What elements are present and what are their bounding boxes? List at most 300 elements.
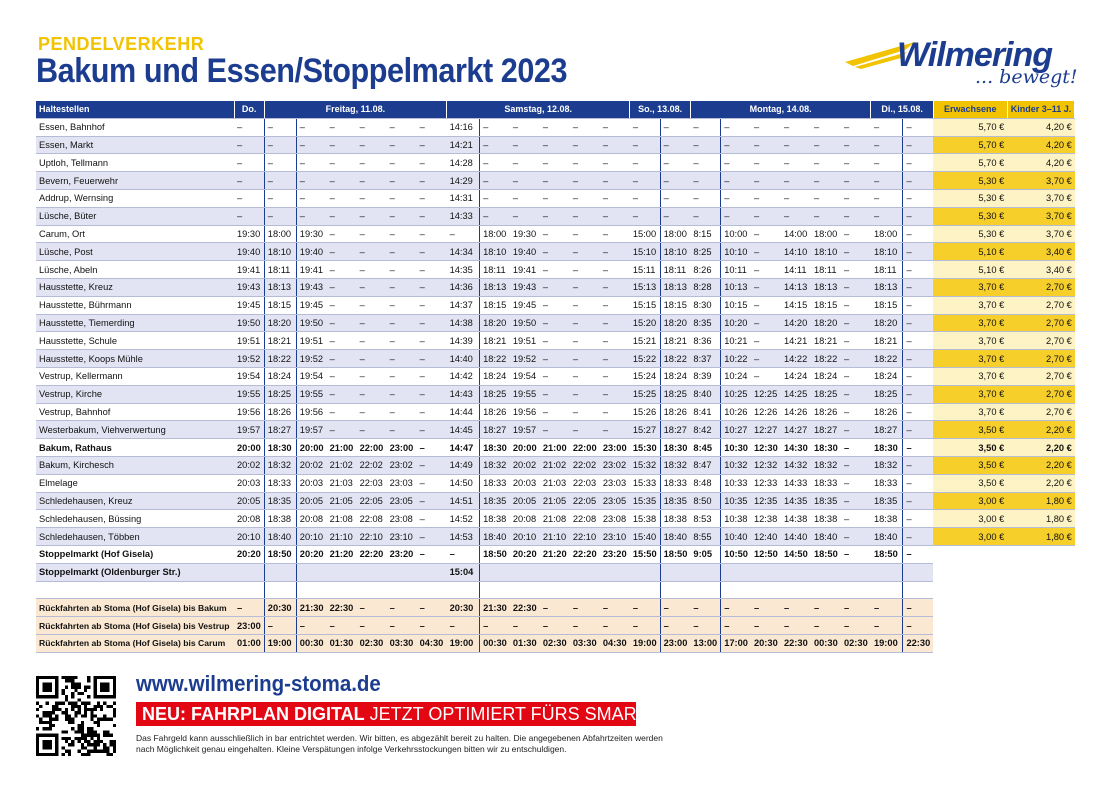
time-cell: 15:38 — [630, 510, 660, 528]
time-cell: 18:00 — [811, 225, 841, 243]
time-cell: – — [903, 599, 933, 617]
qr-module — [87, 753, 90, 756]
time-cell: – — [387, 599, 417, 617]
time-cell: – — [751, 314, 781, 332]
time-cell: 8:26 — [690, 261, 720, 279]
stop-name: Vestrup, Bahnhof — [36, 403, 234, 421]
time-cell: – — [296, 189, 326, 207]
time-cell: – — [903, 261, 933, 279]
qr-module — [78, 682, 81, 685]
time-cell: – — [781, 207, 811, 225]
time-cell: – — [417, 510, 447, 528]
qr-module — [106, 734, 109, 737]
time-cell: 14:37 — [447, 296, 480, 314]
time-cell: – — [871, 617, 903, 635]
time-cell: – — [387, 421, 417, 439]
time-cell: 18:40 — [480, 528, 510, 546]
time-cell: 21:08 — [540, 510, 570, 528]
time-cell: – — [387, 617, 417, 635]
qr-module — [97, 740, 100, 743]
time-cell: 10:26 — [721, 403, 751, 421]
time-cell: – — [751, 332, 781, 350]
qr-module — [68, 721, 71, 724]
time-cell: – — [357, 225, 387, 243]
child-fare: 3,70 € — [1007, 225, 1075, 243]
qr-module — [94, 708, 97, 711]
time-cell: 19:56 — [510, 403, 540, 421]
time-cell: 19:00 — [264, 634, 296, 652]
time-cell: 8:50 — [690, 492, 720, 510]
time-cell: – — [903, 296, 933, 314]
qr-module — [103, 746, 106, 749]
time-cell: – — [841, 225, 871, 243]
time-cell: 18:10 — [871, 243, 903, 261]
time-cell: 18:35 — [660, 492, 690, 510]
qr-module — [81, 743, 84, 746]
time-cell: 15:22 — [630, 350, 660, 368]
time-cell: 01:00 — [234, 634, 264, 652]
stop-name: Essen, Markt — [36, 136, 234, 154]
time-cell — [781, 563, 811, 581]
time-cell: – — [417, 278, 447, 296]
qr-module — [49, 721, 52, 724]
empty-fare-cell — [1007, 617, 1075, 635]
time-cell: 21:10 — [327, 528, 357, 546]
time-cell: 14:13 — [781, 278, 811, 296]
qr-module — [71, 682, 74, 685]
time-cell: – — [540, 189, 570, 207]
qr-module — [87, 750, 90, 753]
time-cell: – — [387, 243, 417, 261]
qr-module — [78, 686, 81, 689]
qr-module — [100, 705, 103, 708]
time-cell: – — [841, 599, 871, 617]
adult-fare: 3,00 € — [933, 528, 1007, 546]
time-cell: – — [327, 332, 357, 350]
time-cell: 19:45 — [234, 296, 264, 314]
time-cell: 21:05 — [540, 492, 570, 510]
qr-module — [52, 708, 55, 711]
time-cell: 12:33 — [751, 474, 781, 492]
time-cell: 21:00 — [540, 439, 570, 457]
time-cell: 14:42 — [447, 367, 480, 385]
time-cell: 21:30 — [296, 599, 326, 617]
time-cell: – — [903, 510, 933, 528]
time-cell: – — [841, 136, 871, 154]
time-cell: – — [387, 296, 417, 314]
time-cell: 18:35 — [871, 492, 903, 510]
time-cell: 14:10 — [781, 243, 811, 261]
time-cell: 15:21 — [630, 332, 660, 350]
spacer-cell — [690, 581, 720, 599]
time-cell: 14:40 — [447, 350, 480, 368]
time-cell: 18:25 — [264, 385, 296, 403]
time-cell: – — [660, 136, 690, 154]
adult-fare: 3,70 € — [933, 296, 1007, 314]
qr-module — [103, 718, 106, 721]
qr-module — [78, 708, 81, 711]
time-cell: 14:40 — [781, 528, 811, 546]
time-cell: – — [417, 439, 447, 457]
time-cell: – — [417, 136, 447, 154]
qr-module — [65, 679, 68, 682]
qr-module — [84, 737, 87, 740]
time-cell: – — [357, 332, 387, 350]
qr-module — [46, 727, 49, 730]
stop-name: Uptloh, Tellmann — [36, 154, 234, 172]
time-cell: – — [903, 225, 933, 243]
time-cell: – — [841, 421, 871, 439]
time-cell: 18:38 — [871, 510, 903, 528]
qr-module — [62, 730, 65, 733]
time-cell: 22:10 — [357, 528, 387, 546]
qr-module — [81, 721, 84, 724]
time-cell: – — [570, 225, 600, 243]
stop-row — [36, 563, 1075, 581]
time-cell: 14:11 — [781, 261, 811, 279]
qr-module — [71, 718, 74, 721]
qr-module — [68, 679, 71, 682]
stop-row — [36, 118, 1075, 136]
time-cell: 18:25 — [660, 385, 690, 403]
time-cell: – — [357, 314, 387, 332]
qr-module — [97, 737, 100, 740]
time-cell: 20:20 — [234, 545, 264, 563]
time-cell: 12:50 — [751, 545, 781, 563]
time-cell: – — [841, 474, 871, 492]
time-cell: – — [480, 136, 510, 154]
time-cell: – — [690, 189, 720, 207]
time-cell: – — [600, 189, 630, 207]
time-cell: – — [781, 136, 811, 154]
time-cell: 18:00 — [871, 225, 903, 243]
time-cell: 20:05 — [296, 492, 326, 510]
qr-module — [78, 692, 81, 695]
time-cell: – — [327, 385, 357, 403]
time-cell: 02:30 — [540, 634, 570, 652]
stop-name: Schledehausen, Többen — [36, 528, 234, 546]
qr-module — [106, 750, 109, 753]
qr-module — [94, 740, 97, 743]
time-cell: – — [721, 189, 751, 207]
adult-fare: 5,70 € — [933, 136, 1007, 154]
qr-module — [46, 721, 49, 724]
qr-module — [62, 711, 65, 714]
time-cell: 18:50 — [480, 545, 510, 563]
time-cell: – — [327, 350, 357, 368]
time-cell: – — [540, 278, 570, 296]
time-cell: 12:26 — [751, 403, 781, 421]
qr-module — [90, 714, 93, 717]
time-cell: – — [841, 296, 871, 314]
time-cell: 10:13 — [721, 278, 751, 296]
time-cell: 18:40 — [811, 528, 841, 546]
time-cell: – — [480, 154, 510, 172]
qr-module — [103, 702, 106, 705]
spacer-cell — [721, 581, 751, 599]
qr-module — [52, 705, 55, 708]
time-cell: – — [841, 492, 871, 510]
time-cell: – — [447, 225, 480, 243]
time-cell: 18:38 — [811, 510, 841, 528]
adult-fare: 3,70 € — [933, 367, 1007, 385]
time-cell: 14:39 — [447, 332, 480, 350]
qr-module — [97, 750, 100, 753]
time-cell: 19:54 — [234, 367, 264, 385]
return-row — [36, 634, 1075, 652]
time-cell: 18:15 — [660, 296, 690, 314]
time-cell: – — [570, 367, 600, 385]
time-cell: 18:22 — [480, 350, 510, 368]
adult-fare: 3,70 € — [933, 314, 1007, 332]
time-cell: 8:53 — [690, 510, 720, 528]
time-cell: 12:25 — [751, 385, 781, 403]
time-cell: 19:43 — [510, 278, 540, 296]
stop-row — [36, 492, 1075, 510]
qr-module — [113, 743, 116, 746]
time-cell: 23:00 — [660, 634, 690, 652]
spacer-cell — [447, 581, 480, 599]
qr-module — [84, 714, 87, 717]
time-cell: 18:22 — [264, 350, 296, 368]
time-cell: 18:38 — [480, 510, 510, 528]
time-cell: – — [811, 172, 841, 190]
time-cell: 22:02 — [570, 456, 600, 474]
time-cell: – — [570, 118, 600, 136]
time-cell: – — [751, 261, 781, 279]
time-cell: – — [841, 243, 871, 261]
time-cell: 18:30 — [871, 439, 903, 457]
time-cell: – — [296, 154, 326, 172]
time-cell: 10:15 — [721, 296, 751, 314]
time-cell: 15:00 — [630, 225, 660, 243]
time-cell: – — [903, 118, 933, 136]
time-cell: 21:30 — [480, 599, 510, 617]
time-cell: – — [417, 225, 447, 243]
time-cell: – — [690, 599, 720, 617]
time-cell: 22:20 — [570, 545, 600, 563]
time-cell: – — [570, 350, 600, 368]
qr-module — [55, 708, 58, 711]
time-cell: – — [570, 403, 600, 421]
time-cell: 12:38 — [751, 510, 781, 528]
child-fare: 2,20 € — [1007, 439, 1075, 457]
time-cell: – — [690, 617, 720, 635]
time-cell — [357, 563, 387, 581]
qr-module — [113, 740, 116, 743]
child-fare: 2,70 € — [1007, 314, 1075, 332]
time-cell: – — [264, 118, 296, 136]
time-cell: 18:10 — [480, 243, 510, 261]
time-cell: – — [570, 136, 600, 154]
qr-module — [58, 708, 61, 711]
time-cell: 22:20 — [357, 545, 387, 563]
spacer-cell — [660, 581, 690, 599]
qr-module — [81, 702, 84, 705]
time-cell — [540, 563, 570, 581]
time-cell: 20:00 — [234, 439, 264, 457]
time-cell: – — [600, 350, 630, 368]
qr-module — [94, 743, 97, 746]
time-cell: – — [387, 172, 417, 190]
time-cell: 18:00 — [264, 225, 296, 243]
time-cell: 18:35 — [480, 492, 510, 510]
time-cell: – — [417, 332, 447, 350]
time-cell: 18:20 — [871, 314, 903, 332]
time-cell: 18:10 — [660, 243, 690, 261]
time-cell: 03:30 — [387, 634, 417, 652]
time-cell: 18:35 — [264, 492, 296, 510]
stop-row — [36, 350, 1075, 368]
time-cell: 18:30 — [264, 439, 296, 457]
time-cell: 18:21 — [660, 332, 690, 350]
qr-module — [84, 734, 87, 737]
time-cell: – — [751, 617, 781, 635]
time-cell: 15:11 — [630, 261, 660, 279]
time-cell: – — [903, 456, 933, 474]
stop-row — [36, 332, 1075, 350]
qr-module — [62, 753, 65, 756]
qr-module — [84, 702, 87, 705]
qr-module — [97, 724, 100, 727]
time-cell: – — [234, 599, 264, 617]
website-link[interactable]: www.wilmering-stoma.de — [136, 671, 381, 696]
qr-module — [78, 727, 81, 730]
time-cell: – — [781, 599, 811, 617]
qr-code[interactable] — [36, 676, 116, 756]
time-cell: 10:35 — [721, 492, 751, 510]
time-cell: – — [630, 136, 660, 154]
time-cell: 21:20 — [540, 545, 570, 563]
time-cell: – — [540, 314, 570, 332]
qr-module — [100, 740, 103, 743]
time-cell: – — [417, 118, 447, 136]
time-cell: 18:50 — [660, 545, 690, 563]
adult-fare: 3,50 € — [933, 439, 1007, 457]
qr-module — [90, 727, 93, 730]
time-cell: – — [600, 617, 630, 635]
time-cell: 15:32 — [630, 456, 660, 474]
time-cell: 18:26 — [660, 403, 690, 421]
time-cell: – — [234, 207, 264, 225]
time-cell: 18:35 — [811, 492, 841, 510]
time-cell: – — [751, 225, 781, 243]
spacer-cell — [903, 581, 933, 599]
time-cell: 14:36 — [447, 278, 480, 296]
time-cell: 12:30 — [751, 439, 781, 457]
time-cell: 10:33 — [721, 474, 751, 492]
time-cell: – — [841, 314, 871, 332]
time-cell: – — [871, 172, 903, 190]
stop-row — [36, 439, 1075, 457]
time-cell: – — [660, 189, 690, 207]
time-cell: 18:15 — [811, 296, 841, 314]
time-cell: 10:30 — [721, 439, 751, 457]
qr-module — [84, 753, 87, 756]
time-cell: 18:27 — [264, 421, 296, 439]
time-cell: 22:03 — [357, 474, 387, 492]
time-cell — [600, 563, 630, 581]
time-cell: – — [510, 172, 540, 190]
time-cell: 14:22 — [781, 350, 811, 368]
spacer-cell — [264, 581, 296, 599]
time-cell: 8:47 — [690, 456, 720, 474]
qr-module — [46, 714, 49, 717]
time-cell: – — [540, 261, 570, 279]
time-cell: – — [357, 136, 387, 154]
time-cell: 18:15 — [871, 296, 903, 314]
qr-module — [71, 692, 74, 695]
time-cell: – — [841, 118, 871, 136]
time-cell: – — [903, 172, 933, 190]
child-fare: 2,20 € — [1007, 474, 1075, 492]
qr-module — [97, 734, 100, 737]
qr-module — [100, 682, 110, 692]
empty-fare-cell — [933, 617, 1007, 635]
time-cell: – — [570, 332, 600, 350]
qr-module — [36, 702, 39, 705]
time-cell: – — [480, 118, 510, 136]
time-cell: 14:26 — [781, 403, 811, 421]
time-cell: – — [751, 278, 781, 296]
time-cell: – — [417, 207, 447, 225]
stop-row — [36, 421, 1075, 439]
time-cell: 00:30 — [296, 634, 326, 652]
time-cell: 18:00 — [660, 225, 690, 243]
time-cell: – — [387, 118, 417, 136]
qr-module — [87, 727, 90, 730]
qr-module — [68, 750, 71, 753]
time-cell: – — [721, 136, 751, 154]
time-cell: 18:33 — [660, 474, 690, 492]
qr-module — [78, 711, 81, 714]
time-cell: 10:25 — [721, 385, 751, 403]
qr-module — [110, 740, 113, 743]
qr-module — [81, 734, 84, 737]
qr-module — [90, 750, 93, 753]
time-cell: – — [841, 189, 871, 207]
wilmering-logo — [845, 36, 1085, 94]
time-cell: 21:03 — [540, 474, 570, 492]
time-cell: 15:15 — [630, 296, 660, 314]
time-cell: 18:33 — [264, 474, 296, 492]
qr-module — [52, 718, 55, 721]
time-cell: 18:20 — [811, 314, 841, 332]
time-cell: 10:20 — [721, 314, 751, 332]
child-fare: 2,70 € — [1007, 296, 1075, 314]
time-cell: 8:28 — [690, 278, 720, 296]
time-cell: 18:22 — [811, 350, 841, 368]
time-cell: – — [903, 207, 933, 225]
time-cell: – — [781, 172, 811, 190]
qr-module — [55, 718, 58, 721]
time-cell: 19:55 — [296, 385, 326, 403]
time-cell: 22:30 — [903, 634, 933, 652]
time-cell: – — [357, 172, 387, 190]
time-cell: – — [327, 136, 357, 154]
time-cell: 19:57 — [234, 421, 264, 439]
stop-row — [36, 403, 1075, 421]
child-fare: 3,70 € — [1007, 207, 1075, 225]
time-cell: – — [570, 314, 600, 332]
time-cell: 20:00 — [296, 439, 326, 457]
time-cell: – — [600, 261, 630, 279]
time-cell: – — [540, 332, 570, 350]
spacer-cell — [811, 581, 841, 599]
stop-row — [36, 278, 1075, 296]
time-cell: – — [387, 367, 417, 385]
time-cell: 23:03 — [600, 474, 630, 492]
